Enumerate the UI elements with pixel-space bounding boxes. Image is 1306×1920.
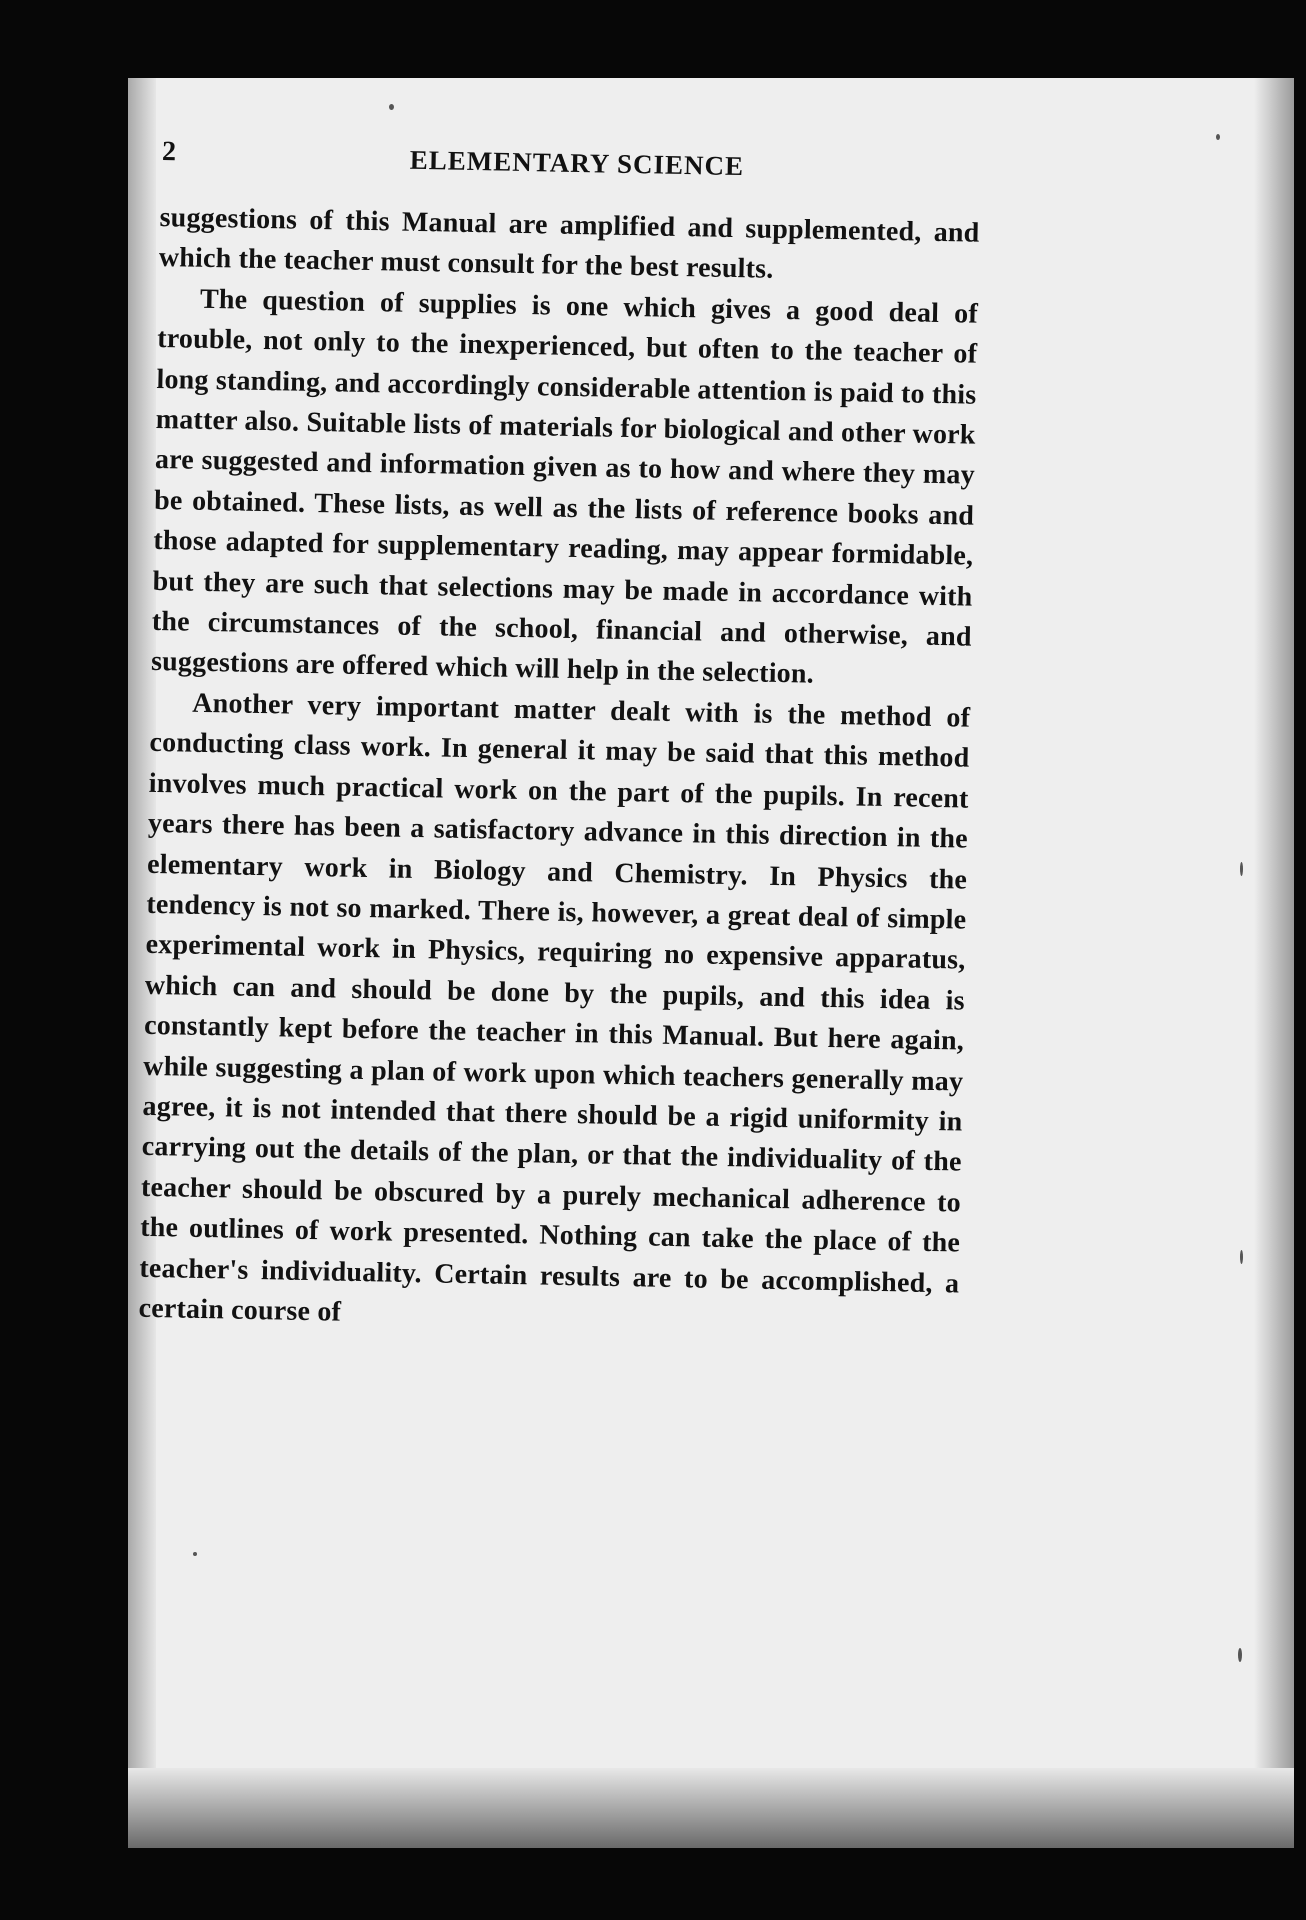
paragraph-supplies: The question of supplies is one which gives a good deal of trouble, not only to the inexperienced, but often to the teacher of long standing, and accordingly considerable attention is paid to this matter also. Suitable lists of materials for biological and other work are suggested and information given as to how and where they may be obtained. These lists, as well as the lists of reference books and those adapted for supplementary reading, may appear formidable, but they are such that selections may be made in accordance with the circumstances of the school, financial and otherwise, and suggestions are offered which will help in the selection. — [150, 283, 979, 691]
body-text — [138, 198, 980, 1345]
scan-speck — [1240, 1250, 1243, 1264]
page-edge-shadow — [1254, 78, 1294, 1848]
scan-speck — [1240, 862, 1243, 876]
paragraph-continuation: suggestions of this Manual are amplified and supplemented, and which the teacher must consult for the best results. — [158, 201, 980, 286]
paragraph-class-work: Another very important matter dealt with is the method of conducting class work. In general it may be said that this method involves much practical work on the part of the pupils. In recent years there has been a satisfactory advance in this direction in the elementary work in Biology and Chemistry. In Physics the tendency is not so marked. There is, however, a great deal of simple experimental work in Physics, requiring no expensive apparatus, which can and should be done by the pupils, and this idea is constantly kept before the teacher in this Manual. But here again, while suggesting a plan of work upon which teachers generally may agree, it is not intended that there should be a rigid uniformity in carrying out the details of the plan, or that the individuality of the teacher should be obscured by a purely mechanical adherence to the outlines of work presented. Nothing can take the place of the teacher's individuality. Certain results are to be accomplished, a certain course of — [138, 687, 971, 1328]
scan-speck — [389, 104, 394, 110]
running-head: ELEMENTARY SCIENCE — [409, 144, 745, 182]
scan-speck — [1238, 1648, 1242, 1662]
page-number: 2 — [161, 136, 177, 168]
scan-speck — [1216, 134, 1220, 140]
page-bottom-shadow — [128, 1768, 1294, 1848]
scan-speck — [193, 1552, 197, 1556]
